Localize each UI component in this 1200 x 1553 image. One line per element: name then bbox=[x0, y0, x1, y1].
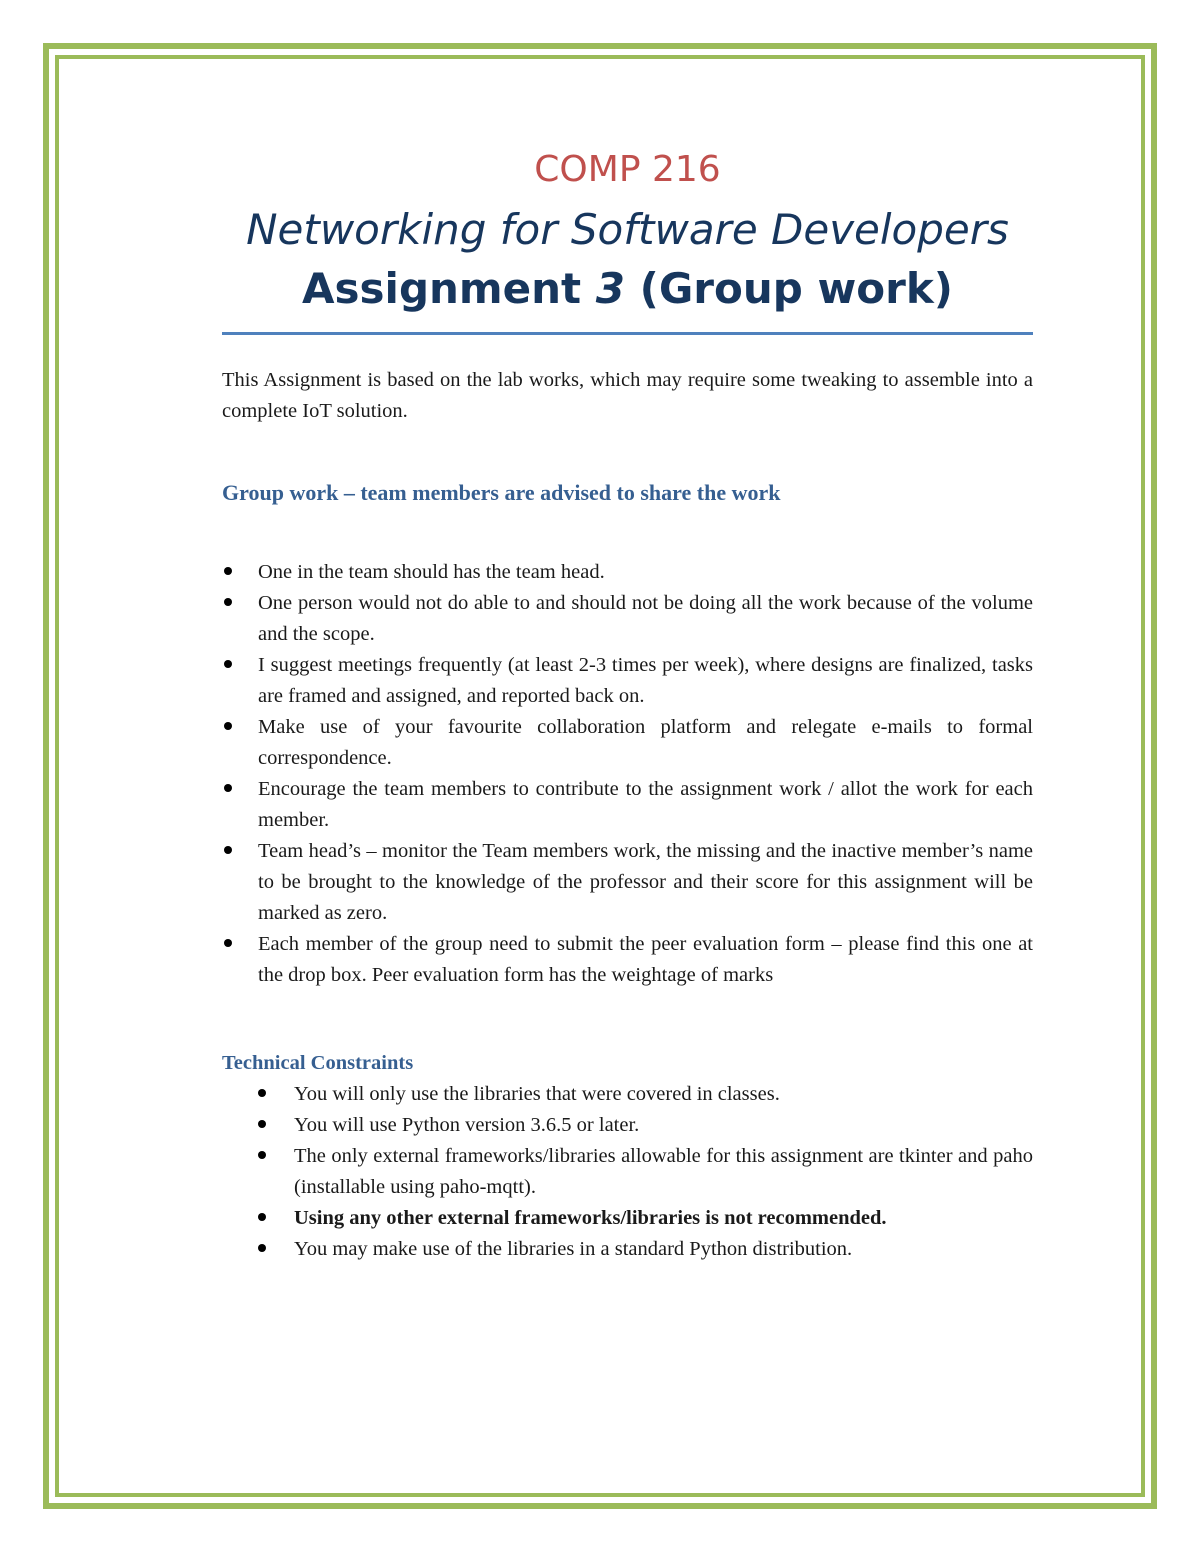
bullet-icon bbox=[258, 1120, 266, 1128]
list-item bbox=[222, 1203, 1033, 1234]
list-item-text: One in the team should has the team head. bbox=[258, 561, 605, 583]
bullet-icon bbox=[224, 722, 232, 730]
list-item bbox=[222, 836, 1033, 929]
list-item bbox=[222, 650, 1033, 712]
list-item bbox=[222, 929, 1033, 991]
bullet-icon bbox=[258, 1244, 266, 1252]
assignment-number: 3 bbox=[595, 264, 625, 313]
list-item-text: Team head’s – monitor the Team members work, the missing and the inactive member’s name to be brought to the knowledge of the professor and their score for this assignment will be marked as zero. bbox=[258, 840, 1033, 924]
bullet-icon bbox=[224, 567, 232, 575]
list-item-text: Make use of your favourite collaboration platform and relegate e-mails to formal correspondence. bbox=[258, 716, 1033, 769]
list-item-text: The only external frameworks/libraries allowable for this assignment are tkinter and paho (installable using paho-mqtt). bbox=[294, 1145, 1033, 1198]
list-item-text: Using any other external frameworks/libraries is not recommended. bbox=[294, 1207, 887, 1229]
bullet-icon bbox=[258, 1213, 266, 1221]
list-item-text: You will only use the libraries that were covered in classes. bbox=[294, 1083, 780, 1105]
bullet-icon bbox=[258, 1151, 266, 1159]
technical-constraints-heading: Technical Constraints bbox=[222, 1052, 414, 1074]
bullet-icon bbox=[224, 784, 232, 792]
assignment-title bbox=[222, 260, 1033, 318]
bullet-icon bbox=[258, 1089, 266, 1097]
list-item-text: Each member of the group need to submit the peer evaluation form – please find this one at the drop box. Peer evaluation form has the weightage of marks bbox=[258, 933, 1033, 986]
title-divider bbox=[222, 332, 1033, 335]
list-item bbox=[222, 588, 1033, 650]
bullet-icon bbox=[224, 846, 232, 854]
intro-paragraph: This Assignment is based on the lab works, which may require some tweaking to assemble into a complete IoT solution. bbox=[222, 369, 1033, 422]
bullet-icon bbox=[224, 660, 232, 668]
group-work-heading: Group work – team members are advised to share the work bbox=[222, 480, 781, 505]
group-work-list bbox=[222, 557, 1033, 991]
list-item bbox=[222, 1110, 1033, 1141]
list-item bbox=[222, 1141, 1033, 1203]
bullet-icon bbox=[224, 598, 232, 606]
assignment-title-prefix: Assignment bbox=[302, 264, 596, 313]
list-item bbox=[222, 1079, 1033, 1110]
list-item-text: You may make use of the libraries in a standard Python distribution. bbox=[294, 1238, 853, 1260]
list-item-text: You will use Python version 3.6.5 or later. bbox=[294, 1114, 640, 1136]
list-item bbox=[222, 774, 1033, 836]
bullet-icon bbox=[224, 939, 232, 947]
list-item-text: One person would not do able to and should not be doing all the work because of the volume and the scope. bbox=[258, 592, 1033, 645]
course-title: Networking for Software Developers bbox=[246, 205, 1009, 254]
document-content bbox=[222, 140, 1033, 1265]
list-item bbox=[222, 1234, 1033, 1265]
list-item bbox=[222, 712, 1033, 774]
list-item-text: Encourage the team members to contribute to the assignment work / allot the work for each member. bbox=[258, 778, 1033, 831]
list-item bbox=[222, 557, 1033, 588]
list-item-text: I suggest meetings frequently (at least 2-3 times per week), where designs are finalized, tasks are framed and assigned, and reported back on. bbox=[258, 654, 1033, 707]
technical-constraints-list bbox=[222, 1079, 1033, 1265]
course-code: COMP 216 bbox=[534, 149, 721, 190]
assignment-title-suffix: (Group work) bbox=[625, 264, 953, 313]
